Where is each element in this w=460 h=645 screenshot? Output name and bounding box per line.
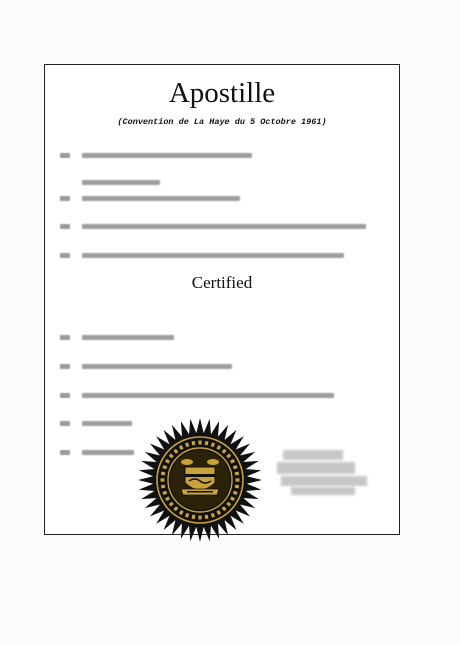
redacted-text — [82, 364, 232, 369]
redacted-text — [82, 335, 174, 340]
item-number-redacted — [60, 421, 70, 426]
seal-letter-mark — [161, 472, 165, 476]
item-3-redacted — [60, 222, 366, 231]
item-7-redacted — [60, 391, 334, 400]
redacted-text — [82, 421, 132, 426]
redacted-text — [82, 153, 252, 158]
seal-letter-mark — [205, 515, 209, 519]
redacted-text — [82, 224, 366, 229]
state-seal — [137, 417, 263, 543]
signature-block — [281, 476, 367, 486]
item-number-redacted — [60, 335, 70, 340]
seal-letter-mark — [161, 485, 165, 489]
item-number-redacted — [60, 224, 70, 229]
seal-banner-line — [187, 491, 213, 493]
item-9-redacted — [60, 448, 134, 457]
seal-shield — [185, 467, 215, 490]
item-number-redacted — [60, 153, 70, 158]
item-2-redacted — [60, 194, 240, 203]
redacted-text — [82, 253, 344, 258]
document-title: Apostille — [168, 77, 276, 109]
signature-block — [277, 462, 355, 474]
item-1-subline-redacted — [82, 178, 160, 187]
seal-letter-mark — [235, 485, 239, 489]
redacted-text — [82, 393, 334, 398]
seal-shield-band — [185, 474, 215, 477]
seal-letter-mark — [235, 472, 239, 476]
seal-letter-mark — [236, 478, 240, 481]
redacted-text — [82, 180, 160, 185]
seal-icon — [137, 417, 263, 543]
signature-redacted — [277, 450, 369, 496]
seal-letter-mark — [192, 515, 196, 519]
item-8-redacted — [60, 419, 132, 428]
document-subtitle: (Convention de La Haye du 5 Octobre 1961) — [117, 117, 327, 127]
redacted-text — [82, 450, 134, 455]
item-number-redacted — [60, 450, 70, 455]
seal-letter-mark — [198, 516, 201, 520]
signature-block — [283, 450, 343, 460]
seal-letter-mark — [205, 441, 209, 445]
signature-block — [291, 487, 355, 495]
item-5-redacted — [60, 333, 174, 342]
seal-letter-mark — [198, 441, 201, 445]
seal-ship — [181, 459, 193, 465]
apostille-certificate — [44, 64, 400, 535]
item-number-redacted — [60, 196, 70, 201]
seal-figure — [207, 459, 219, 465]
seal-letter-mark — [192, 441, 196, 445]
item-number-redacted — [60, 364, 70, 369]
item-1-redacted — [60, 151, 252, 160]
seal-letter-mark — [161, 478, 165, 481]
item-4-redacted — [60, 251, 344, 260]
item-6-redacted — [60, 362, 232, 371]
item-number-redacted — [60, 393, 70, 398]
certified-heading: Certified — [191, 273, 253, 292]
redacted-text — [82, 196, 240, 201]
item-number-redacted — [60, 253, 70, 258]
